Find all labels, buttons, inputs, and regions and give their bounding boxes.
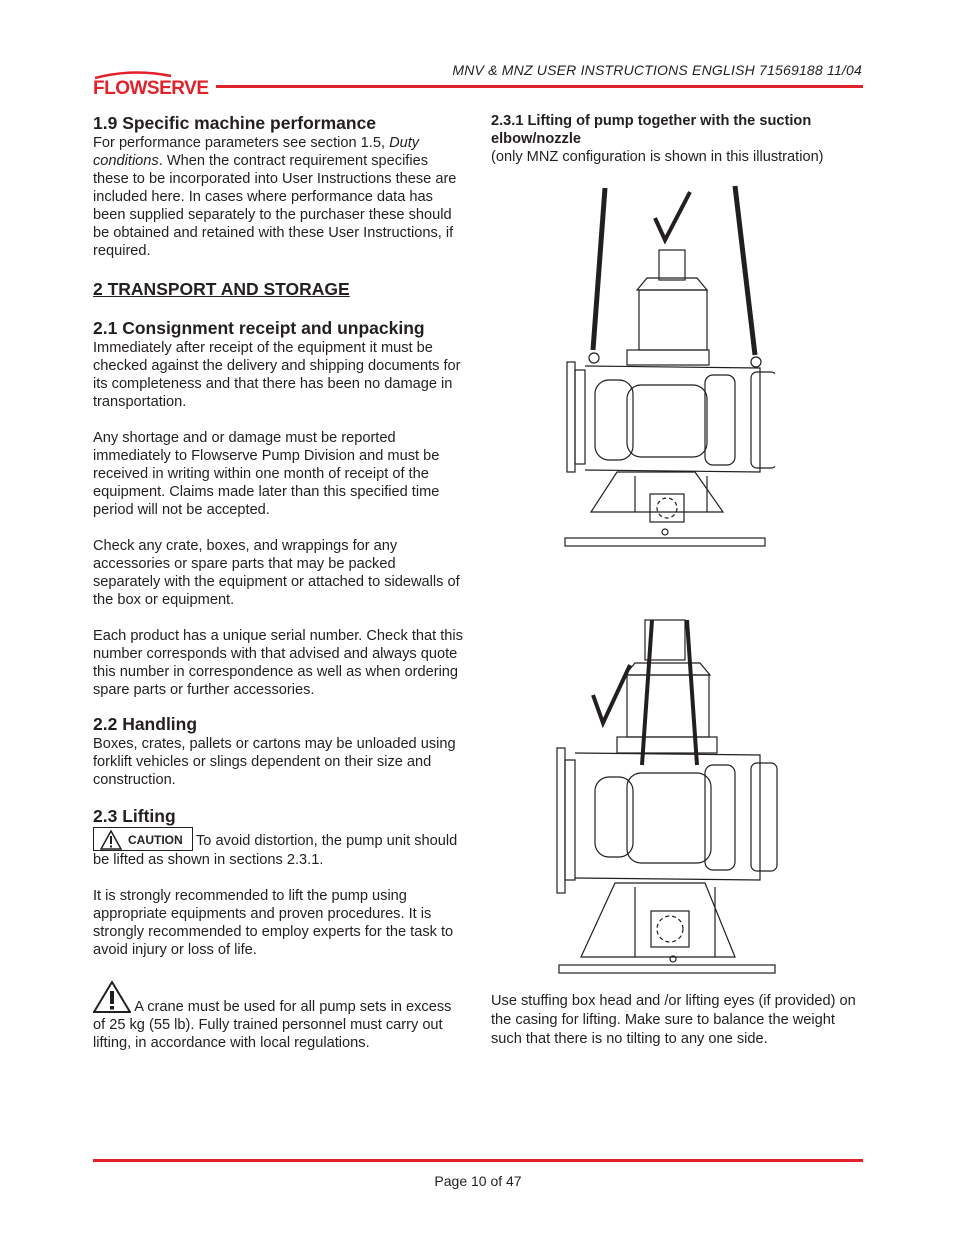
- flowserve-logo: [93, 68, 213, 104]
- section-2-1-para-2: Any shortage and or damage must be reported immediately to Flowserve Pump Division and must be received in writing within one month of receipt of the equipment. Claims made later than this specified time period will not be accepted.: [93, 430, 440, 518]
- lifting-figure-stuffing-box: [555, 615, 780, 985]
- right-column-header: [491, 112, 861, 166]
- check-mark-icon: [593, 665, 630, 723]
- left-column: [93, 112, 465, 1052]
- logo-text: FLOWSERVE: [93, 78, 209, 99]
- section-2-3-1-after-text: Use stuffing box head and /or lifting eyes (if provided) on the casing for lifting. Make sure to balance the weight such that there is no tilting to any one side.: [491, 993, 856, 1047]
- page-number: Page 10 of 47: [434, 1173, 522, 1189]
- lifting-figure-slings: [555, 180, 775, 557]
- section-2-1-para-1: Immediately after receipt of the equipment it must be checked against the delivery and shipping documents for its completeness and that there has been no damage in transportation.: [93, 340, 461, 410]
- footer-rule: [93, 1159, 863, 1162]
- caution-badge: CAUTION: [93, 827, 193, 851]
- section-2-3-heading: 2.3 Lifting: [93, 806, 176, 826]
- section-2-2-para-1: Boxes, crates, pallets or cartons may be unloaded using forklift vehicles or slings dependent on their size and construction.: [93, 736, 456, 788]
- section-2-3-1-note: (only MNZ configuration is shown in this illustration): [491, 149, 824, 165]
- section-2-3-para-1: CAUTION To avoid distortion, the pump unit should be lifted as shown in sections 2.3.1.: [93, 827, 465, 869]
- section-2-1-para-4: Each product has a unique serial number. Check that this number corresponds with that advised and always quote this number in correspondence as well as when ordering spare parts or further accessories.: [93, 628, 463, 698]
- section-2-1-heading: 2.1 Consignment receipt and unpacking: [93, 318, 425, 338]
- header-rule: [216, 85, 863, 88]
- section-2-3-1-heading: 2.3.1 Lifting of pump together with the suction elbow/nozzle: [491, 113, 812, 147]
- warning-triangle-icon: [100, 830, 122, 850]
- section-2-3-para-2: It is strongly recommended to lift the pump using appropriate equipments and proven procedures. It is strongly recommended to employ experts for the task to avoid injury or loss of life.: [93, 888, 454, 958]
- check-mark-icon: [655, 192, 690, 240]
- section-2-2-heading: 2.2 Handling: [93, 714, 198, 734]
- section-2-3-para-3: A crane must be used for all pump sets in excess of 25 kg (55 lb). Fully trained personnel must carry out lifting, in accordance with local regulations.: [93, 981, 465, 1052]
- section-2-1-para-3: Check any crate, boxes, and wrappings for any accessories or spare parts that may be packed separately with the equipment or attached to sidewalls of the box or equipment.: [93, 538, 460, 608]
- section-2-heading: 2 TRANSPORT AND STORAGE: [93, 279, 350, 299]
- section-1-9-text: For performance parameters see section 1.5, Duty conditions. When the contract requirement specifies these to be incorporated into User Instructions these are included here. In cases where performance data has been supplied separately to the purchaser these should be obtained and retained with these User Instructions, if required.: [93, 135, 457, 259]
- document-header-title: MNV & MNZ USER INSTRUCTIONS ENGLISH 71569188 11/04: [452, 62, 862, 78]
- section-1-9-heading: 1.9 Specific machine performance: [93, 113, 377, 133]
- warning-hazard-icon: [93, 981, 131, 1013]
